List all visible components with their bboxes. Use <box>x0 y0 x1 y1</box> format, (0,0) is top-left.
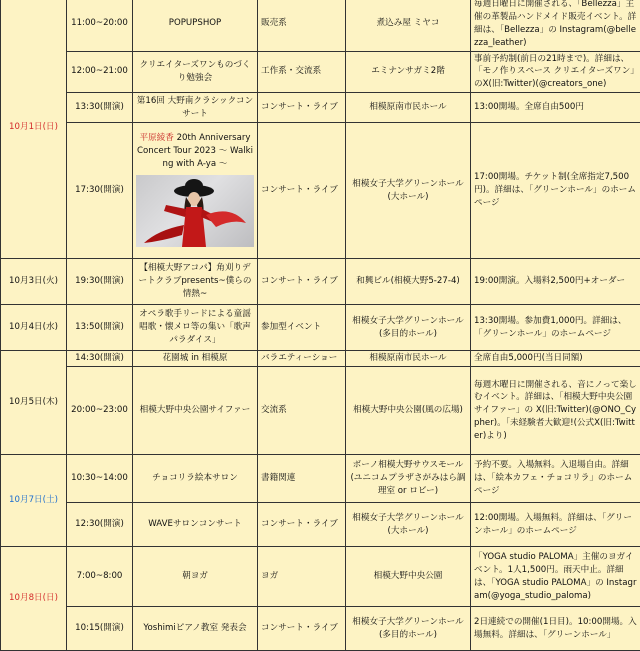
event-title-cell: 花園城 in 相模原 <box>133 351 258 367</box>
table-row <box>1 305 640 351</box>
category-cell: 参加型イベント <box>258 305 346 351</box>
time-cell: 13:50(開演) <box>67 305 133 351</box>
category-cell: コンサート・ライブ <box>258 259 346 305</box>
event-title-cell: 第16回 大野南クラシックコンサート <box>133 93 258 123</box>
date-cell: 10月8日(日) <box>1 547 67 651</box>
event-title-cell: 相模大野中央公園サイファー <box>133 367 258 455</box>
table-row <box>1 123 640 259</box>
time-cell: 17:30(開演) <box>67 123 133 259</box>
details-cell: 毎週木曜日に開催される、音にノって楽しむイベント。詳細は、「相模大野中央公園サイファー」の X(旧:Twitter)(@ONO_Cypher)。「未経験者大歓迎!(公式X(旧:Twitter)より) <box>471 367 640 455</box>
venue-cell: 相模原南市民ホール <box>346 351 471 367</box>
table-row <box>1 351 640 367</box>
venue-cell: 和興ビル(相模大野5-27-4) <box>346 259 471 305</box>
details-cell: 2日連続での開催(1日目)。10:00開場。入場無料。詳細は、「グリーンホール」 <box>471 607 640 651</box>
venue-cell: 相模女子大学グリーンホール(多目的ホール) <box>346 607 471 651</box>
venue-cell: ボーノ相模大野サウスモール(ユニコムプラザさがみはら調理室 or ロビー) <box>346 455 471 503</box>
event-title-cell: POPUPSHOP <box>133 0 258 51</box>
time-cell: 14:30(開演) <box>67 351 133 367</box>
details-cell: 19:00開演。入場料2,500円+オーダー <box>471 259 640 305</box>
details-cell: 毎週日曜日に開催される、「Bellezza」主催の革製品ハンドメイド販売イベント。詳細は、「Bellezza」の Instagram(@bellezza_leather) <box>471 0 640 51</box>
details-cell: 13:30開場。参加費1,000円。詳細は、「グリーンホール」のホームページ <box>471 305 640 351</box>
category-cell: 交流系 <box>258 367 346 455</box>
venue-cell: 相模大野中央公園 <box>346 547 471 607</box>
artist-name: 平原綾香 <box>139 133 173 143</box>
date-cell: 10月3日(火) <box>1 259 67 305</box>
category-cell: 工作系・交流系 <box>258 51 346 93</box>
date-cell: 10月1日(日) <box>1 0 67 259</box>
venue-cell: 相模女子大学グリーンホール(多目的ホール) <box>346 305 471 351</box>
details-cell: 「YOGA studio PALOMA」主催のヨガイベント。1人1,500円。雨天中止。詳細は、「YOGA studio PALOMA」の Instagram(@yoga_studio_paloma) <box>471 547 640 607</box>
event-title-cell: WAVEサロンコンサート <box>133 503 258 547</box>
table-row <box>1 51 640 93</box>
event-title-cell: オペラ歌手リードによる童謡唱歌・懐メロ等の集い「歌声パラダイス」 <box>133 305 258 351</box>
event-title-cell: クリエイターズワンものづくり勉強会 <box>133 51 258 93</box>
category-cell: コンサート・ライブ <box>258 607 346 651</box>
details-cell: 全席自由5,000円(当日同額) <box>471 351 640 367</box>
date-cell: 10月4日(水) <box>1 305 67 351</box>
event-title-cell: Yoshimiピアノ教室 発表会 <box>133 607 258 651</box>
venue-cell: 相模大野中央公園(風の広場) <box>346 367 471 455</box>
time-cell: 12:30(開演) <box>67 503 133 547</box>
event-title-cell: 朝ヨガ <box>133 547 258 607</box>
category-cell: コンサート・ライブ <box>258 123 346 259</box>
time-cell: 12:00~21:00 <box>67 51 133 93</box>
venue-cell: エミナンサガミ2階 <box>346 51 471 93</box>
date-cell: 10月5日(木) <box>1 351 67 455</box>
table-row <box>1 93 640 123</box>
details-cell: 17:00開場。チケット制(全席指定7,500円)。詳細は、「グリーンホール」のホームページ <box>471 123 640 259</box>
time-cell: 19:30(開演) <box>67 259 133 305</box>
venue-cell: 相模原南市民ホール <box>346 93 471 123</box>
details-cell: 予約不要。入場無料。入退場自由。詳細は、「絵本カフェ・チョコリラ」のホームページ <box>471 455 640 503</box>
event-title-cell: チョコリラ絵本サロン <box>133 455 258 503</box>
table-row <box>1 367 640 455</box>
table-row <box>1 547 640 607</box>
table-row <box>1 259 640 305</box>
time-cell: 7:00~8:00 <box>67 547 133 607</box>
venue-cell: 相模女子大学グリーンホール(大ホール) <box>346 123 471 259</box>
event-title-cell <box>133 123 258 259</box>
time-cell: 11:00~20:00 <box>67 0 133 51</box>
venue-cell: 煮込み屋 ミヤコ <box>346 0 471 51</box>
details-cell: 事前予約制(前日の21時まで)。詳細は、「モノ作りスペース クリエイターズワン」のX(旧:Twitter)(@creators_one) <box>471 51 640 93</box>
table-row <box>1 0 640 51</box>
time-cell: 10:15(開演) <box>67 607 133 651</box>
details-cell: 12:00開場。入場無料。詳細は、「グリーンホール」のホームページ <box>471 503 640 547</box>
table-row <box>1 503 640 547</box>
event-title-cell: 【相模大野アコパ】角刈りデートクラブpresents~僕らの情熱~ <box>133 259 258 305</box>
category-cell: コンサート・ライブ <box>258 503 346 547</box>
category-cell: 書籍関連 <box>258 455 346 503</box>
category-cell: バラエティーショー <box>258 351 346 367</box>
time-cell: 20:00~23:00 <box>67 367 133 455</box>
concert-tour-title: 20th Anniversary Concert Tour 2023 〜 Walking with A-ya 〜 <box>137 133 253 169</box>
table-row <box>1 455 640 503</box>
table-row <box>1 607 640 651</box>
category-cell: コンサート・ライブ <box>258 93 346 123</box>
time-cell: 13:30(開演) <box>67 93 133 123</box>
time-cell: 10:30~14:00 <box>67 455 133 503</box>
details-cell: 13:00開場。全席自由500円 <box>471 93 640 123</box>
category-cell: 販売系 <box>258 0 346 51</box>
venue-cell: 相模女子大学グリーンホール(大ホール) <box>346 503 471 547</box>
date-cell: 10月7日(土) <box>1 455 67 547</box>
artist-photo <box>136 175 254 247</box>
category-cell: ヨガ <box>258 547 346 607</box>
